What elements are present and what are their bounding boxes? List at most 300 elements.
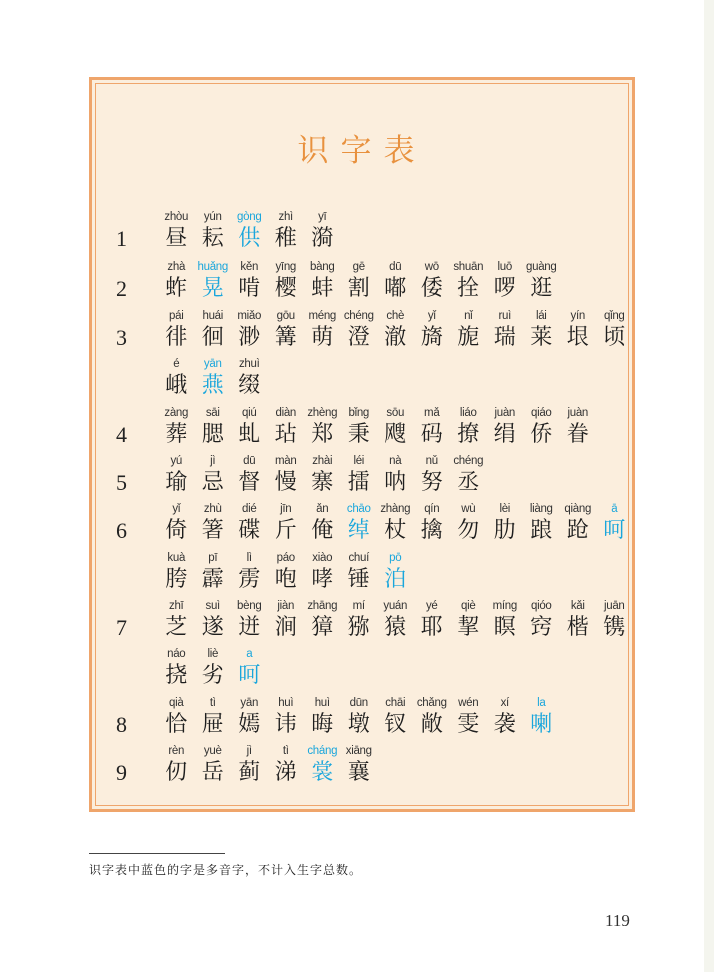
pinyin: liáo: [459, 407, 477, 419]
hanzi: 敞: [420, 712, 443, 737]
pinyin: gōu: [276, 310, 295, 322]
hanzi: 蚌: [311, 276, 334, 301]
pinyin: léi: [353, 455, 365, 467]
pinyin: qǐng: [603, 310, 625, 322]
hanzi: 晦: [311, 712, 334, 737]
character-entry: [523, 599, 560, 643]
character-entry: [414, 599, 451, 643]
pinyin: ruì: [498, 310, 512, 322]
character-entry: [158, 210, 195, 254]
hanzi: 啃: [238, 276, 261, 301]
pinyin: yín: [570, 310, 585, 322]
hanzi: 泊: [384, 567, 407, 592]
character-entry: [377, 502, 414, 546]
character-entry: [304, 696, 341, 740]
row-number: 4: [116, 422, 127, 447]
character-entry: [195, 744, 232, 788]
hanzi: 虬: [238, 422, 261, 447]
hanzi: 澈: [384, 325, 407, 350]
character-entry: [158, 599, 195, 643]
pinyin: zhì: [278, 211, 293, 223]
character-entry: [341, 551, 378, 595]
pinyin: juàn: [567, 407, 589, 419]
pinyin: yú: [170, 455, 183, 467]
pinyin: zhuì: [238, 358, 260, 370]
character-entry: [377, 309, 414, 353]
hanzi: 雯: [457, 712, 480, 737]
pinyin: qiú: [242, 407, 257, 419]
hanzi: 努: [420, 470, 443, 495]
pinyin: yī: [318, 211, 327, 223]
character-row: [116, 406, 596, 450]
polyphonic-character: [195, 260, 232, 304]
pinyin: yān: [240, 697, 259, 709]
hanzi: 腮: [201, 422, 224, 447]
character-entry: [414, 406, 451, 450]
character-entry: [450, 696, 487, 740]
hanzi: 秉: [347, 422, 370, 447]
hanzi: 锤: [347, 567, 370, 592]
pinyin: qiáo: [530, 407, 552, 419]
hanzi: 钗: [384, 712, 407, 737]
pinyin: yún: [203, 211, 222, 223]
hanzi: 绢: [493, 422, 516, 447]
pinyin: méng: [308, 310, 337, 322]
character-entry: [487, 260, 524, 304]
pinyin: huì: [278, 697, 294, 709]
hanzi: 莱: [530, 325, 553, 350]
character-row: [158, 551, 414, 595]
pinyin: mí: [352, 600, 365, 612]
pinyin: mǎ: [424, 407, 440, 419]
hanzi: 裳: [311, 760, 334, 785]
pinyin: dié: [242, 503, 257, 515]
pinyin: a: [246, 648, 253, 660]
hanzi: 割: [347, 276, 370, 301]
character-entry: [268, 502, 305, 546]
character-row: [116, 696, 560, 740]
polyphonic-character: [231, 647, 268, 691]
character-entry: [450, 454, 487, 498]
pinyin: sōu: [386, 407, 405, 419]
hanzi: 徊: [201, 325, 224, 350]
pinyin: gē: [352, 261, 365, 273]
pinyin: huì: [314, 697, 330, 709]
pinyin: xiào: [312, 552, 333, 564]
pinyin: wù: [461, 503, 476, 515]
pinyin: yuán: [383, 600, 408, 612]
hanzi: 讳: [274, 712, 297, 737]
character-entry: [341, 260, 378, 304]
character-entry: [450, 309, 487, 353]
character-entry: [377, 406, 414, 450]
hanzi: 呵: [238, 663, 261, 688]
character-entry: [158, 454, 195, 498]
hanzi: 碟: [238, 518, 261, 543]
pinyin: qià: [169, 697, 184, 709]
polyphonic-character: [341, 502, 378, 546]
pinyin: shuān: [453, 261, 484, 273]
hanzi: 呵: [603, 518, 626, 543]
character-entry: [414, 309, 451, 353]
pinyin: pái: [169, 310, 184, 322]
character-row: [116, 744, 377, 788]
pinyin: qióo: [530, 600, 552, 612]
hanzi: 撩: [457, 422, 480, 447]
hanzi: 忌: [201, 470, 224, 495]
pinyin: juàn: [494, 407, 516, 419]
hanzi: 燕: [201, 373, 224, 398]
hanzi: 咆: [274, 567, 297, 592]
pinyin: zhòu: [164, 211, 189, 223]
pinyin: xiāng: [345, 745, 372, 757]
character-entry: [231, 744, 268, 788]
hanzi: 玷: [274, 422, 297, 447]
pinyin: dū: [243, 455, 256, 467]
pinyin: nǐ: [464, 310, 473, 322]
character-entry: [450, 599, 487, 643]
character-entry: [450, 406, 487, 450]
hanzi: 猿: [384, 615, 407, 640]
character-entry: [195, 309, 232, 353]
pinyin: jiàn: [277, 600, 295, 612]
pinyin: chǎng: [416, 697, 447, 709]
polyphonic-character: [304, 744, 341, 788]
character-entry: [304, 406, 341, 450]
hanzi: 旎: [457, 325, 480, 350]
character-entry: [231, 551, 268, 595]
character-entry: [304, 551, 341, 595]
pinyin: jīn: [280, 503, 292, 515]
page-title: 识字表: [297, 133, 427, 169]
hanzi: 襄: [347, 760, 370, 785]
pinyin: kǎi: [570, 600, 585, 612]
row-number: 8: [116, 712, 127, 737]
pinyin: yīng: [275, 261, 297, 273]
pinyin: tì: [282, 745, 289, 757]
character-entry: [341, 406, 378, 450]
hanzi: 渺: [238, 325, 261, 350]
character-entry: [487, 502, 524, 546]
pinyin: jì: [210, 455, 216, 467]
hanzi: 耘: [201, 226, 224, 251]
pinyin: rèn: [168, 745, 185, 757]
character-entry: [414, 454, 451, 498]
character-entry: [560, 599, 597, 643]
hanzi: 顷: [603, 325, 626, 350]
hanzi: 窍: [530, 615, 553, 640]
hanzi: 踉: [530, 518, 553, 543]
pinyin: qiàng: [564, 503, 592, 515]
hanzi: 仞: [165, 760, 188, 785]
hanzi: 郑: [311, 422, 334, 447]
character-entry: [158, 406, 195, 450]
character-entry: [341, 309, 378, 353]
hanzi: 喇: [530, 712, 553, 737]
character-row: [116, 309, 633, 353]
hanzi: 葬: [165, 422, 188, 447]
hanzi: 挠: [165, 663, 188, 688]
hanzi: 芝: [165, 615, 188, 640]
hanzi: 涧: [274, 615, 297, 640]
pinyin: lái: [535, 310, 547, 322]
pinyin: yān: [203, 358, 222, 370]
hanzi: 哮: [311, 567, 334, 592]
hanzi: 慢: [274, 470, 297, 495]
pinyin: chāi: [385, 697, 406, 709]
row-number: 2: [116, 276, 127, 301]
character-entry: [450, 260, 487, 304]
hanzi: 劣: [201, 663, 224, 688]
character-row: [116, 599, 633, 643]
hanzi: 袭: [493, 712, 516, 737]
hanzi: 垠: [566, 325, 589, 350]
character-entry: [158, 357, 195, 401]
character-entry: [560, 309, 597, 353]
hanzi: 啰: [493, 276, 516, 301]
character-entry: [268, 309, 305, 353]
pinyin: zhù: [203, 503, 222, 515]
character-entry: [414, 502, 451, 546]
character-entry: [304, 210, 341, 254]
character-entry: [231, 309, 268, 353]
pinyin: zhāng: [307, 600, 338, 612]
pinyin: huǎng: [197, 261, 228, 273]
hanzi: 逛: [530, 276, 553, 301]
character-table-frame: [89, 77, 635, 812]
hanzi: 绰: [347, 518, 370, 543]
character-entry: [268, 744, 305, 788]
row-number: 9: [116, 760, 127, 785]
row-number: 3: [116, 325, 127, 350]
hanzi: 徘: [165, 325, 188, 350]
pinyin: diàn: [275, 407, 297, 419]
hanzi: 蓟: [238, 760, 261, 785]
hanzi: 寨: [311, 470, 334, 495]
hanzi: 倚: [165, 518, 188, 543]
hanzi: 督: [238, 470, 261, 495]
row-number: 6: [116, 518, 127, 543]
character-entry: [341, 454, 378, 498]
hanzi: 缀: [238, 373, 261, 398]
pinyin: sāi: [205, 407, 220, 419]
hanzi: 昼: [165, 226, 188, 251]
character-entry: [377, 696, 414, 740]
polyphonic-character: [231, 210, 268, 254]
character-entry: [304, 454, 341, 498]
pinyin: la: [537, 697, 546, 709]
hanzi: 萌: [311, 325, 334, 350]
hanzi: 斤: [274, 518, 297, 543]
character-entry: [304, 260, 341, 304]
hanzi: 遂: [201, 615, 224, 640]
hanzi: 杖: [384, 518, 407, 543]
hanzi: 供: [238, 226, 261, 251]
hanzi: 俺: [311, 518, 334, 543]
character-entry: [268, 210, 305, 254]
pinyin: dū: [389, 261, 402, 273]
hanzi: 耶: [420, 615, 443, 640]
hanzi: 勿: [457, 518, 480, 543]
pinyin: wén: [458, 697, 479, 709]
hanzi: 墩: [347, 712, 370, 737]
pinyin: yuè: [203, 745, 222, 757]
character-entry: [560, 406, 597, 450]
polyphonic-character: [523, 696, 560, 740]
pinyin: míng: [492, 600, 517, 612]
character-entry: [158, 502, 195, 546]
pinyin: guàng: [526, 261, 557, 273]
hanzi: 眷: [566, 422, 589, 447]
pinyin: ǎn: [316, 503, 329, 515]
character-entry: [487, 309, 524, 353]
hanzi: 嘟: [384, 276, 407, 301]
hanzi: 恰: [165, 712, 188, 737]
pinyin: chuí: [348, 552, 370, 564]
character-row: [116, 502, 633, 546]
hanzi: 擒: [420, 518, 443, 543]
character-entry: [377, 599, 414, 643]
character-entry: [414, 260, 451, 304]
hanzi: 涕: [274, 760, 297, 785]
pinyin: huái: [202, 310, 224, 322]
hanzi: 稚: [274, 226, 297, 251]
hanzi: 霹: [201, 567, 224, 592]
character-entry: [560, 502, 597, 546]
character-entry: [231, 406, 268, 450]
pinyin: dūn: [349, 697, 368, 709]
hanzi: 瑞: [493, 325, 516, 350]
character-entry: [341, 696, 378, 740]
pinyin: ā: [611, 503, 618, 515]
pinyin: bàng: [310, 261, 335, 273]
character-entry: [523, 406, 560, 450]
character-entry: [158, 647, 195, 691]
character-entry: [231, 599, 268, 643]
character-entry: [158, 260, 195, 304]
pinyin: zhà: [167, 261, 186, 273]
character-entry: [195, 454, 232, 498]
footnote: 识字表中蓝色的字是多音字，不计入生字总数。: [89, 863, 363, 877]
character-entry: [487, 406, 524, 450]
hanzi: 澄: [347, 325, 370, 350]
hanzi: 丞: [457, 470, 480, 495]
pinyin: zhàng: [380, 503, 411, 515]
hanzi: 樱: [274, 276, 297, 301]
pinyin: kěn: [240, 261, 259, 273]
pinyin: miǎo: [237, 310, 262, 322]
pinyin: pō: [389, 552, 402, 564]
pinyin: zhèng: [307, 407, 338, 419]
hanzi: 篝: [274, 325, 297, 350]
character-row: [116, 210, 341, 254]
page-number: 119: [605, 911, 630, 930]
pinyin: liàng: [529, 503, 553, 515]
character-entry: [195, 551, 232, 595]
polyphonic-character: [195, 357, 232, 401]
hanzi: 镌: [603, 615, 626, 640]
character-entry: [377, 454, 414, 498]
hanzi: 晃: [201, 276, 224, 301]
hanzi: 獐: [311, 615, 334, 640]
pinyin: é: [173, 358, 180, 370]
hanzi: 箸: [201, 518, 224, 543]
character-entry: [231, 357, 268, 401]
hanzi: 跄: [566, 518, 589, 543]
hanzi: 嫣: [238, 712, 261, 737]
pinyin: chéng: [343, 310, 374, 322]
hanzi: 挈: [457, 615, 480, 640]
pinyin: páo: [276, 552, 295, 564]
character-entry: [268, 406, 305, 450]
pinyin: zhài: [312, 455, 333, 467]
pinyin: yǐ: [427, 310, 436, 322]
pinyin: zhī: [169, 600, 184, 612]
character-entry: [158, 309, 195, 353]
pinyin: chè: [386, 310, 405, 322]
hanzi: 迸: [238, 615, 261, 640]
pinyin: juān: [603, 600, 625, 612]
character-entry: [523, 309, 560, 353]
hanzi: 雳: [238, 567, 261, 592]
character-entry: [487, 599, 524, 643]
character-entry: [195, 406, 232, 450]
hanzi: 胯: [165, 567, 188, 592]
page-edge-strip: [704, 0, 714, 972]
hanzi: 瑜: [165, 470, 188, 495]
hanzi: 岳: [201, 760, 224, 785]
pinyin: nà: [389, 455, 402, 467]
character-entry: [414, 696, 451, 740]
pinyin: kuà: [167, 552, 186, 564]
hanzi: 倭: [420, 276, 443, 301]
pinyin: qín: [424, 503, 440, 515]
pinyin: bèng: [237, 600, 262, 612]
hanzi: 飕: [384, 422, 407, 447]
pinyin: lèi: [499, 503, 511, 515]
pinyin: jì: [246, 745, 252, 757]
character-entry: [231, 502, 268, 546]
character-entry: [158, 551, 195, 595]
character-entry: [341, 744, 378, 788]
character-entry: [523, 260, 560, 304]
row-number: 7: [116, 615, 127, 640]
pinyin: náo: [167, 648, 186, 660]
character-entry: [268, 551, 305, 595]
character-entry: [158, 696, 195, 740]
pinyin: cháng: [307, 745, 338, 757]
hanzi: 旖: [420, 325, 443, 350]
hanzi: 蚱: [165, 276, 188, 301]
hanzi: 擂: [347, 470, 370, 495]
character-entry: [268, 696, 305, 740]
character-entry: [195, 647, 232, 691]
character-entry: [268, 599, 305, 643]
character-entry: [195, 696, 232, 740]
pinyin: chāo: [346, 503, 371, 515]
pinyin: màn: [275, 455, 297, 467]
character-entry: [596, 309, 633, 353]
pinyin: yé: [425, 600, 438, 612]
character-row: [116, 454, 487, 498]
pinyin: luō: [497, 261, 512, 273]
pinyin: wō: [424, 261, 439, 273]
character-entry: [450, 502, 487, 546]
pinyin: zàng: [164, 407, 189, 419]
pinyin: chéng: [453, 455, 484, 467]
polyphonic-character: [377, 551, 414, 595]
pinyin: liè: [207, 648, 219, 660]
